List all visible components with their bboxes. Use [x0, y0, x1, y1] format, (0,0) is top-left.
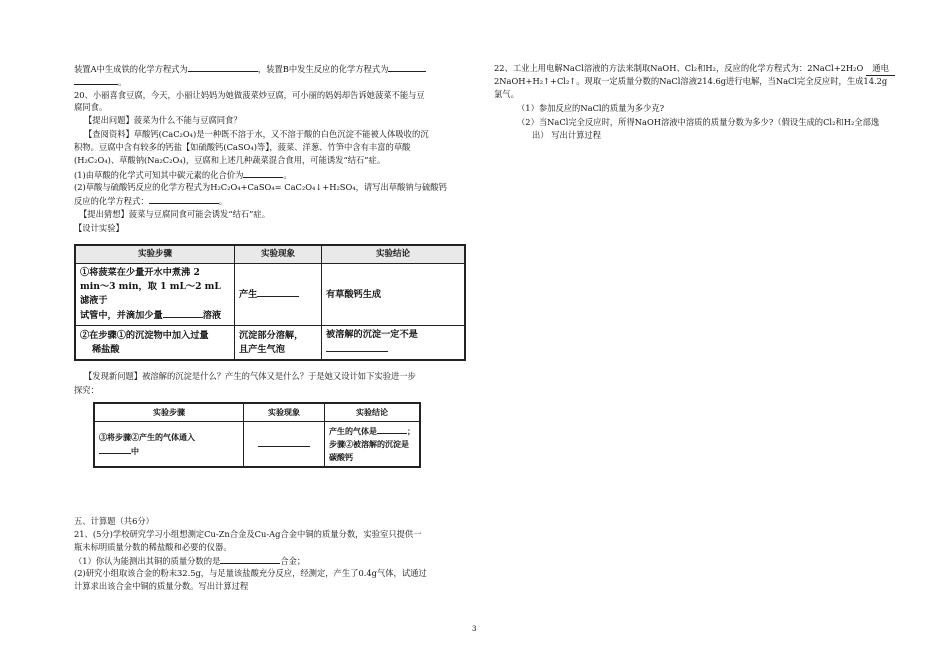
step-text: 溶液: [202, 310, 222, 321]
q20-info-line2: 积物。豆腐中含有较多的钙盐【如硫酸钙(CaSO₄)等】，菠菜、洋葱、竹笋中含有丰富的草酸: [74, 142, 411, 152]
experiment-table-1: [74, 244, 466, 361]
q20-new-question-line1: 【发现新问题】被溶解的沉淀是什么？产生的气体又是什么？于是她又设计如下实验进一步: [84, 371, 416, 381]
q19-text-a: 装置A中生成铁的化学方程式为: [74, 64, 188, 74]
table-cell-phenomenon: [235, 326, 322, 361]
q20-sub2-line2: [74, 194, 227, 208]
q20-sub2-text: 反应的化学方程式：: [74, 196, 149, 206]
table-cell-step: [75, 326, 235, 361]
table-header-row: [94, 403, 420, 422]
q22-line3: 氯气。: [494, 89, 519, 99]
table-header: 实验现象: [244, 403, 325, 422]
experiment-table-2: [93, 402, 421, 468]
answer-blank[interactable]: [220, 554, 280, 564]
q19-text-end: 。: [118, 77, 127, 87]
table-row: [94, 422, 420, 468]
table-row: [75, 264, 465, 326]
q19-line2: [74, 75, 126, 89]
conclusion-text: 步骤②被溶解的沉淀是: [329, 439, 409, 449]
step-text: ①将菠菜在少量开水中煮沸 2: [80, 267, 200, 278]
step-text: 稀盐酸: [92, 343, 120, 355]
q19-text-b: ，装置B中发生反应的化学方程式为: [257, 64, 389, 74]
q22-sub2-line2: 出） 写出计算过程: [532, 130, 602, 140]
answer-blank[interactable]: [377, 424, 407, 434]
step-text: 试管中，并滴加少量: [80, 310, 163, 321]
phenomenon-text: 且产生气泡: [239, 343, 285, 355]
q19-line1: [74, 62, 426, 76]
q20-sub2-end: 。: [218, 196, 227, 206]
table-cell-step: [94, 422, 244, 468]
answer-blank[interactable]: [326, 342, 388, 352]
table-cell-phenomenon: [235, 264, 322, 326]
q20-info-line3: (H₂C₂O₄)、草酸钠(Na₂C₂O₄)，豆腐和上述几种蔬菜混合食用，可能诱发“结石”症。: [74, 155, 386, 165]
q20-sub1-text: (1)由草酸的化学式可知其中碳元素的化合价为: [74, 170, 244, 180]
answer-blank[interactable]: [243, 168, 283, 178]
phenomenon-text: 沉淀部分溶解，: [239, 329, 304, 341]
q21-sub1-end: 合金；: [280, 556, 306, 566]
step-text: min～3 min，取 1 mL～2 mL 滤液于: [80, 281, 221, 306]
q20-design: 【设计实验】: [74, 223, 124, 233]
step-text: 中: [131, 445, 139, 456]
table-header: 实验结论: [322, 245, 466, 264]
conclusion-text: ；: [407, 426, 415, 436]
table-cell-conclusion: [322, 326, 466, 361]
q20-sub1-end: 。: [283, 170, 292, 180]
q20-intro-line1: 20、小丽喜食豆腐，今天，小丽让妈妈为她做菠菜炒豆腐，可小丽的妈妈却告诉她菠菜不能与豆: [74, 90, 425, 100]
table-header: 实验结论: [325, 403, 421, 422]
answer-blank[interactable]: [388, 62, 426, 72]
section5-title: 五、计算题（共6分）: [74, 516, 154, 526]
table-header: 实验步骤: [75, 245, 235, 264]
q20-sub2-line1: (2)草酸与硫酸钙反应的化学方程式为H₂C₂O₄+CaSO₄= CaC₂O₄↓+H₂SO₄，请写出草酸钠与硫酸钙: [74, 182, 447, 192]
q22-text: 22、工业上用电解NaCl溶液的方法来制取NaOH、Cl₂和H₂，反应的化学方程式为：2NaCl+2H₂O: [494, 63, 864, 73]
q21-sub2-line2: 计算求出该合金中铜的质量分数。写出计算过程: [74, 581, 249, 591]
page-number: 3: [472, 625, 477, 633]
q22-line2: 2NaOH+H₂↑+Cl₂↑。现取一定质量分数的NaCl溶液214.6g进行电解，当NaCl完全反应时，生成14.2g: [494, 76, 888, 86]
answer-blank[interactable]: [74, 75, 118, 85]
step-text: ③将步骤②产生的气体通入: [99, 431, 195, 442]
answer-blank[interactable]: [99, 444, 131, 454]
q21-line2: 瓶未标明质量分数的稀盐酸和必要的仪器。: [74, 542, 232, 552]
q20-question: 【提出问题】菠菜为什么不能与豆腐同食？: [84, 115, 242, 125]
q22-sub2-line1: （2）当NaCl完全反应时，所得NaOH溶液中溶质的质量分数为多少?（假设生成的Cl₂和H₂全部逸: [517, 117, 880, 127]
q20-guess: 【提出猜想】菠菜与豆腐同食可能会诱发“结石”症。: [79, 209, 271, 219]
electrolysis-condition: 通电: [866, 62, 895, 76]
q21-sub1: [74, 554, 305, 568]
table-header-row: [75, 245, 465, 264]
table-header: 实验现象: [235, 245, 322, 264]
answer-blank[interactable]: [163, 308, 203, 318]
q21-sub2-line1: (2)研究小组取该合金的粉末32.5g，与足量该盐酸充分反应，经测定，产生了0.4g气体，试通过: [74, 568, 427, 578]
q22-line1: [494, 62, 898, 76]
table-cell-phenomenon: [244, 422, 325, 468]
table-cell-conclusion: [325, 422, 421, 468]
answer-blank[interactable]: [188, 62, 258, 72]
q20-intro-line2: 腐同食。: [74, 102, 108, 112]
step-text: ②在步骤①的沉淀物中加入过量: [80, 329, 209, 341]
table-header: 实验步骤: [94, 403, 244, 422]
answer-blank[interactable]: [258, 437, 310, 447]
q21-sub1-text: （1）你认为能测出其铜的质量分数的是: [74, 556, 221, 566]
table-cell-conclusion: 有草酸钙生成: [322, 264, 466, 326]
q20-info-line1: 【查阅资料】草酸钙(CaC₂O₄)是一种既不溶于水，又不溶于酸的白色沉淀不能被人体吸收的沉: [84, 129, 429, 139]
answer-blank[interactable]: [257, 287, 299, 297]
table-row: [75, 326, 465, 361]
q20-new-question-line2: 探究：: [74, 385, 99, 395]
conclusion-text: 产生的气体是: [329, 426, 377, 436]
conclusion-text: 碳酸钙: [329, 452, 353, 462]
conclusion-text: 被溶解的沉淀一定不是: [326, 329, 418, 340]
table-cell-step: [75, 264, 235, 326]
phenomenon-text: 产生: [239, 289, 258, 300]
answer-blank[interactable]: [149, 194, 219, 204]
q22-sub1: （1）参加反应的NaCl的质量为多少克?: [517, 103, 665, 113]
q21-line1: 21、(5分)学校研究学习小组想测定Cu-Zn合金及Cu-Ag合金中铜的质量分数，实验室只提供一: [74, 529, 422, 539]
q20-sub1: [74, 168, 292, 182]
